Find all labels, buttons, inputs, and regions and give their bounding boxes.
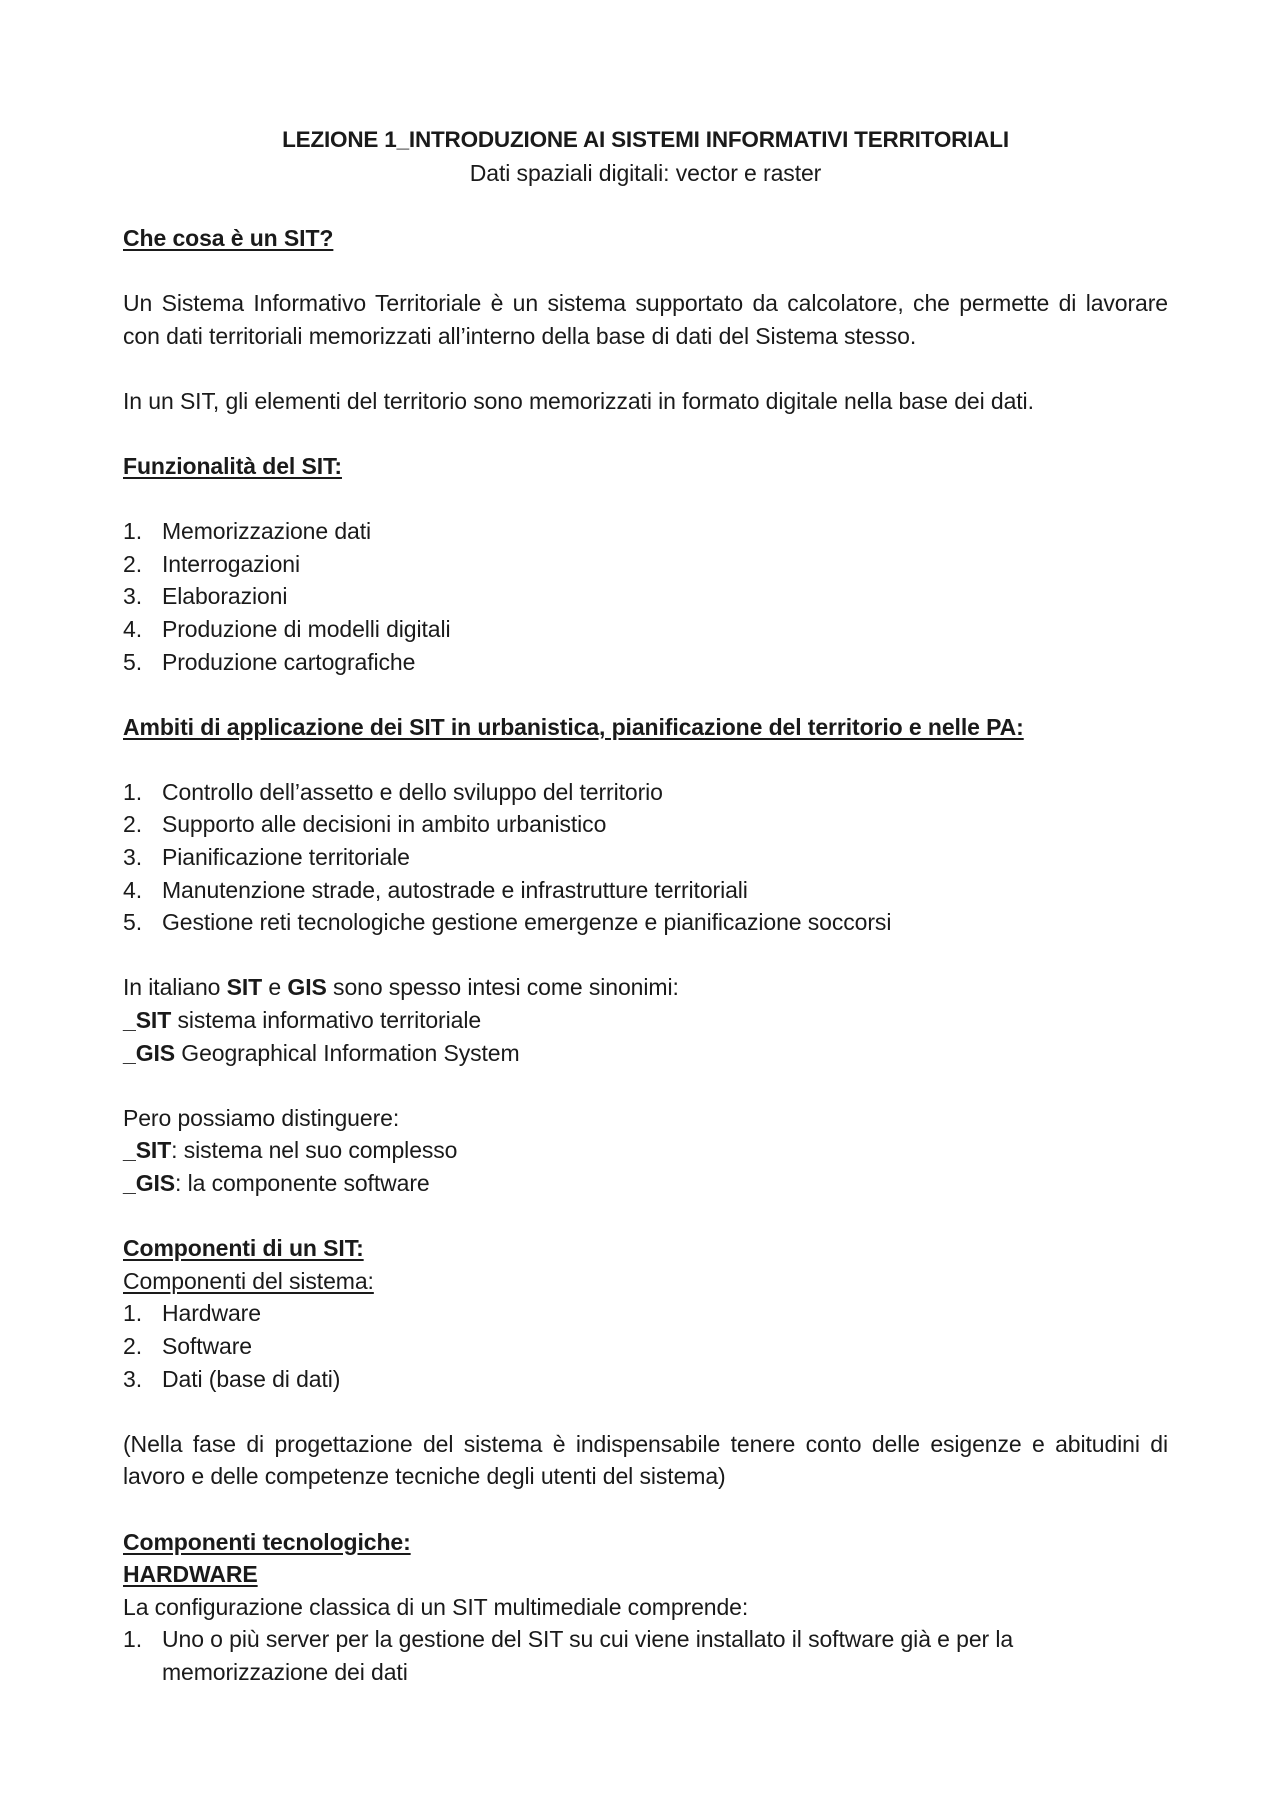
paragraph: In un SIT, gli elementi del territorio sono memorizzati in formato digitale nella base dei dati. (123, 387, 1034, 414)
section-heading: Che cosa è un SIT? (123, 224, 334, 251)
spacer (123, 743, 1168, 776)
numbered-list (123, 1623, 1168, 1688)
document-title: LEZIONE 1_INTRODUZIONE AI SISTEMI INFORMATIVI TERRITORIALI (282, 127, 1009, 152)
list-number: 3. (123, 844, 142, 871)
list-number: 2. (123, 811, 142, 838)
definition-line (123, 1004, 1168, 1037)
text-run: sono spesso intesi come sinonimi: (326, 974, 679, 1001)
spacer (123, 189, 1168, 222)
definition-line (123, 1167, 1168, 1200)
section-sinonimi (123, 971, 1168, 1069)
list-number: 1. (123, 778, 142, 805)
list-item (123, 646, 1168, 679)
section-what-is-sit (123, 222, 1168, 418)
list-item (123, 1330, 1168, 1363)
list-number: 5. (123, 648, 142, 675)
list-number: 2. (123, 550, 142, 577)
definition-value: sistema informativo territoriale (171, 1007, 482, 1034)
spacer (123, 417, 1168, 450)
list-item (123, 808, 1168, 841)
text-run: In italiano (123, 974, 227, 1001)
section-tecnologiche (123, 1526, 1168, 1689)
section-heading: Componenti tecnologiche: (123, 1528, 411, 1555)
numbered-list (123, 515, 1168, 678)
list-item (123, 613, 1168, 646)
list-text: Gestione reti tecnologiche gestione emergenze e pianificazione soccorsi (162, 909, 892, 936)
list-item (123, 776, 1168, 809)
list-number: 4. (123, 876, 142, 903)
list-item (123, 841, 1168, 874)
section-funzionalita (123, 450, 1168, 678)
spacer (123, 1395, 1168, 1428)
section-heading: Componenti di un SIT: (123, 1235, 364, 1262)
paragraph: (Nella fase di progettazione del sistema è indispensabile tenere conto delle esigenze e abitudini di lavoro e delle competenze tecniche degli utenti del sistema) (123, 1430, 1168, 1490)
paragraph: Pero possiamo distinguere: (123, 1104, 400, 1131)
subheading: HARDWARE (123, 1561, 258, 1588)
list-item (123, 1623, 1168, 1688)
list-text: Elaborazioni (162, 583, 288, 610)
spacer (123, 352, 1168, 385)
list-text: Software (162, 1332, 252, 1359)
list-text: Uno o più server per la gestione del SIT su cui viene installato il software già e per la memorizzazione dei dati (162, 1626, 1014, 1685)
list-text: Controllo dell’assetto e dello sviluppo del territorio (162, 778, 663, 805)
section-ambiti (123, 711, 1168, 939)
list-text: Hardware (162, 1300, 261, 1327)
spacer (123, 678, 1168, 711)
list-text: Produzione cartografiche (162, 648, 416, 675)
definition-key: _SIT (123, 1007, 172, 1034)
spacer (123, 1200, 1168, 1233)
spacer (123, 939, 1168, 972)
list-text: Supporto alle decisioni in ambito urbanistico (162, 811, 607, 838)
list-text: Pianificazione territoriale (162, 844, 410, 871)
list-text: Produzione di modelli digitali (162, 615, 451, 642)
list-item (123, 874, 1168, 907)
numbered-list (123, 776, 1168, 939)
subheading: Componenti del sistema: (123, 1267, 374, 1294)
definition-value: : la componente software (175, 1170, 430, 1196)
list-number: 1. (123, 1626, 142, 1653)
list-number: 2. (123, 1332, 142, 1359)
definition-value: Geographical Information System (175, 1039, 520, 1066)
list-text: Interrogazioni (162, 550, 300, 577)
paragraph: Un Sistema Informativo Territoriale è un sistema supportato da calcolatore, che permette di lavorare con dati territoriali memorizzati all’interno della base di dati del Sistema stesso. (123, 289, 1168, 349)
list-text: Dati (base di dati) (162, 1365, 341, 1392)
definition-line (123, 1134, 1168, 1167)
section-heading: Funzionalità del SIT: (123, 452, 342, 479)
definition-key: _GIS (123, 1039, 176, 1066)
list-number: 5. (123, 909, 142, 936)
list-item (123, 906, 1168, 939)
definition-key: _SIT (123, 1137, 172, 1164)
spacer (123, 1069, 1168, 1102)
section-distinguere (123, 1102, 1168, 1200)
list-number: 1. (123, 518, 142, 545)
paragraph (123, 971, 1168, 1004)
section-heading: Ambiti di applicazione dei SIT in urbanistica, pianificazione del territorio e nelle PA: (123, 713, 1024, 740)
text-run: e (262, 974, 288, 1001)
document-subtitle: Dati spaziali digitali: vector e raster (469, 159, 822, 186)
definition-key: _GIS (123, 1170, 176, 1196)
list-text: Memorizzazione dati (162, 518, 372, 545)
document-page (123, 124, 1168, 1689)
list-item (123, 1363, 1168, 1396)
list-number: 4. (123, 615, 142, 642)
list-text: Manutenzione strade, autostrade e infrastrutture territoriali (162, 876, 748, 903)
list-item (123, 1297, 1168, 1330)
section-componenti (123, 1232, 1168, 1493)
list-number: 1. (123, 1300, 142, 1327)
list-number: 3. (123, 1365, 142, 1392)
term-gis: GIS (287, 974, 327, 1001)
list-item (123, 580, 1168, 613)
paragraph: La configurazione classica di un SIT multimediale comprende: (123, 1593, 749, 1620)
list-number: 3. (123, 583, 142, 610)
spacer (123, 483, 1168, 516)
numbered-list (123, 1297, 1168, 1395)
spacer (123, 254, 1168, 287)
definition-value: : sistema nel suo complesso (171, 1137, 458, 1164)
list-item (123, 548, 1168, 581)
list-item (123, 515, 1168, 548)
spacer (123, 1493, 1168, 1526)
definition-line (123, 1037, 1168, 1070)
term-sit: SIT (226, 974, 263, 1001)
